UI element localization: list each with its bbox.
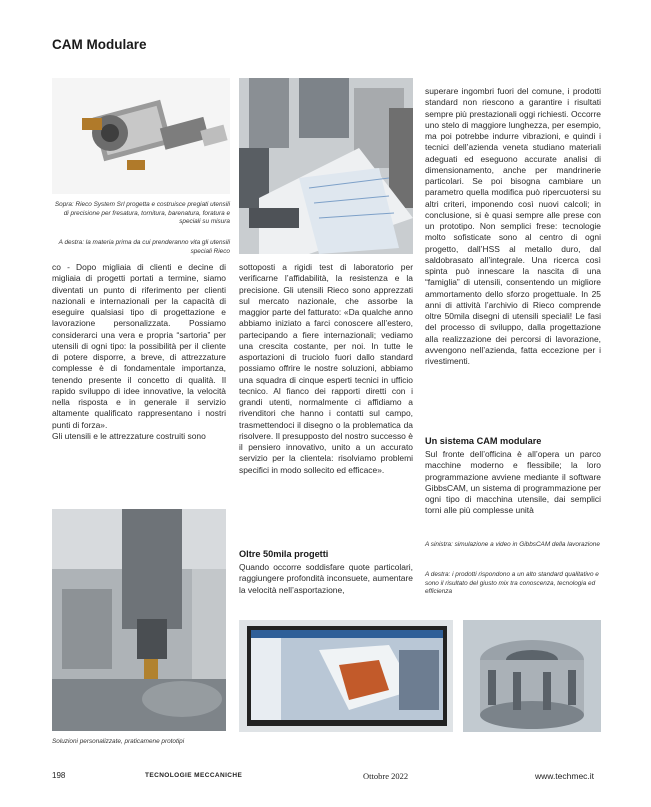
raw-material-photo bbox=[239, 78, 413, 254]
col1-paragraph: co - Dopo migliaia di clienti e decine di migliaia di progetti portati a termine, siamo diventati un punto di riferimento per clienti nazionali e internazionali per la capacità di eseguire qualsiasi tipo di progettazione e lavorazione personalizzata. Possiamo considerarci una vera e propria “sartoria” per utensili di ogni tipo: la possibilità per il cliente di potere disporre, a breve, di attrezzature complesse è di fondamentale importanza, tenendo presente il concetto di qualità. Il rapido sviluppo di idee innovative, la velocità nella risposta e in generale il servizio altamente qualificato rappresentano i nostri punti di forza». bbox=[52, 262, 226, 430]
caption-top-left-1: Sopra: Rieco System Srl progetta e costruisce pregiati utensili di precisione per fresatura, tornitura, barenatura, foratura e speciali su misura bbox=[54, 201, 230, 226]
magazine-name: TECNOLOGIE MECCANICHE bbox=[145, 772, 243, 779]
col3-paragraph: superare ingombri fuori del comune, i prodotti standard non riescono a garantire i risultati sempre più prestazionali oggi richiesti. Occorre uno stelo di maggiore lunghezza, per esempio, ma poi potrebbe indurre vibrazioni, e quindi i tecnici dell’azienda veneta studiano materiali adeguati ed eseguono accurate analisi di dimensionamento, anche per mandrinerie particolari. Se poi bisogna cambiare un parametro quella modifica può ripercuotersi su altri criteri, imponendo così nuovi calcoli; in conclusione, si è quasi sempre alle prese con un prototipo. Non semplici frese: tecnologie molto sofisticate sono al centro di ogni progetto, dall’HSS al metallo duro, dal saldobrasato all’integrale. Una ricerca così spinta può innescare la nascita di una “famiglia” di utensili, consentendo un migliore ammortamento dello sforzo progettuale. In 25 anni di attività l’archivio di Rieco comprende oltre 50mila disegni di utensili speciali! Le fasi del processo di sviluppo, dalla progettazione alla realizzazione dei percorsi di lavorazione, avvengono nell’azienda, fatta eccezione per i rivestimenti. bbox=[425, 86, 601, 366]
subheading-cam-modulare: Un sistema CAM modulare bbox=[425, 436, 542, 446]
page-number: 198 bbox=[52, 771, 66, 780]
column-1-text bbox=[52, 262, 226, 442]
machine-photo bbox=[52, 509, 226, 731]
caption-sim-1: A sinistra: simulazione a video in GibbsCAM della lavorazione bbox=[425, 541, 600, 548]
tool-closeup-photo bbox=[463, 620, 601, 732]
issue-date: Ottobre 2022 bbox=[363, 771, 409, 781]
column-2-text bbox=[239, 262, 413, 476]
col2-paragraph-2: Quando occorre soddisfare quote particolari, raggiungere profondità inconsuete, aumentare la velocità nell’asportazione, bbox=[239, 562, 413, 595]
caption-machine: Soluzioni personalizzate, praticamene prototipi bbox=[52, 738, 185, 745]
website-link[interactable]: www.techmec.it bbox=[535, 771, 595, 781]
subheading-oltre-50mila: Oltre 50mila progetti bbox=[239, 549, 329, 559]
gibbscam-monitor-photo bbox=[239, 620, 453, 732]
column-3-text bbox=[425, 86, 601, 367]
milling-tool-photo bbox=[52, 78, 230, 194]
caption-sim-2: A destra: i prodotti rispondono a un alto standard qualitativo e sono il risultato del giusto mix tra conoscenza, tecnologia ed efficienza bbox=[425, 571, 599, 596]
caption-top-left-2: A destra: la materia prima da cui prenderanno vita gli utensili speciali Rieco bbox=[58, 239, 230, 255]
page-title: CAM Modulare bbox=[52, 37, 147, 52]
col1-paragraph-2: Gli utensili e le attrezzature costruiti sono bbox=[52, 430, 206, 441]
col2-paragraph: sottoposti a rigidi test di laboratorio per verificarne l’affidabilità, la resistenza e la precisione. Gli utensili Rieco sono apprezzati sul mercato nazionale, che assorbe la maggior parte del fatturato: «Da qualche anno abbiamo iniziato a farci conoscere all’estero, partecipando a fiere internazionali; vediamo una crescita costante, per noi. In tutte le asportazioni di truciolo fuori dallo standard possiamo offrire le nostre soluzioni, abbiamo una squadra di cinque esperti tecnici in ufficio tecnico. Al fianco dei rapporti diretti con i grandi utenti, normalmente ci affidiamo a rivenditori che hanno i contatti sul campo, trasmettendoci il disegno o la problematica da risolvere. Il presupposto del nostro successo è il pensiero innovativo, unito a un accurato servizio per la clientela: risolviamo problemi specifici in modo sollecito ed efficace». bbox=[239, 262, 413, 475]
col3-paragraph-2: Sul fronte dell’officina è all’opera un parco macchine moderno e flessibile; la loro programmazione avviene mediante il software GibbsCAM, un sistema di programmazione per ogni tipo di macchina utensile, dai semplici torni alle più complesse unità bbox=[425, 449, 601, 516]
